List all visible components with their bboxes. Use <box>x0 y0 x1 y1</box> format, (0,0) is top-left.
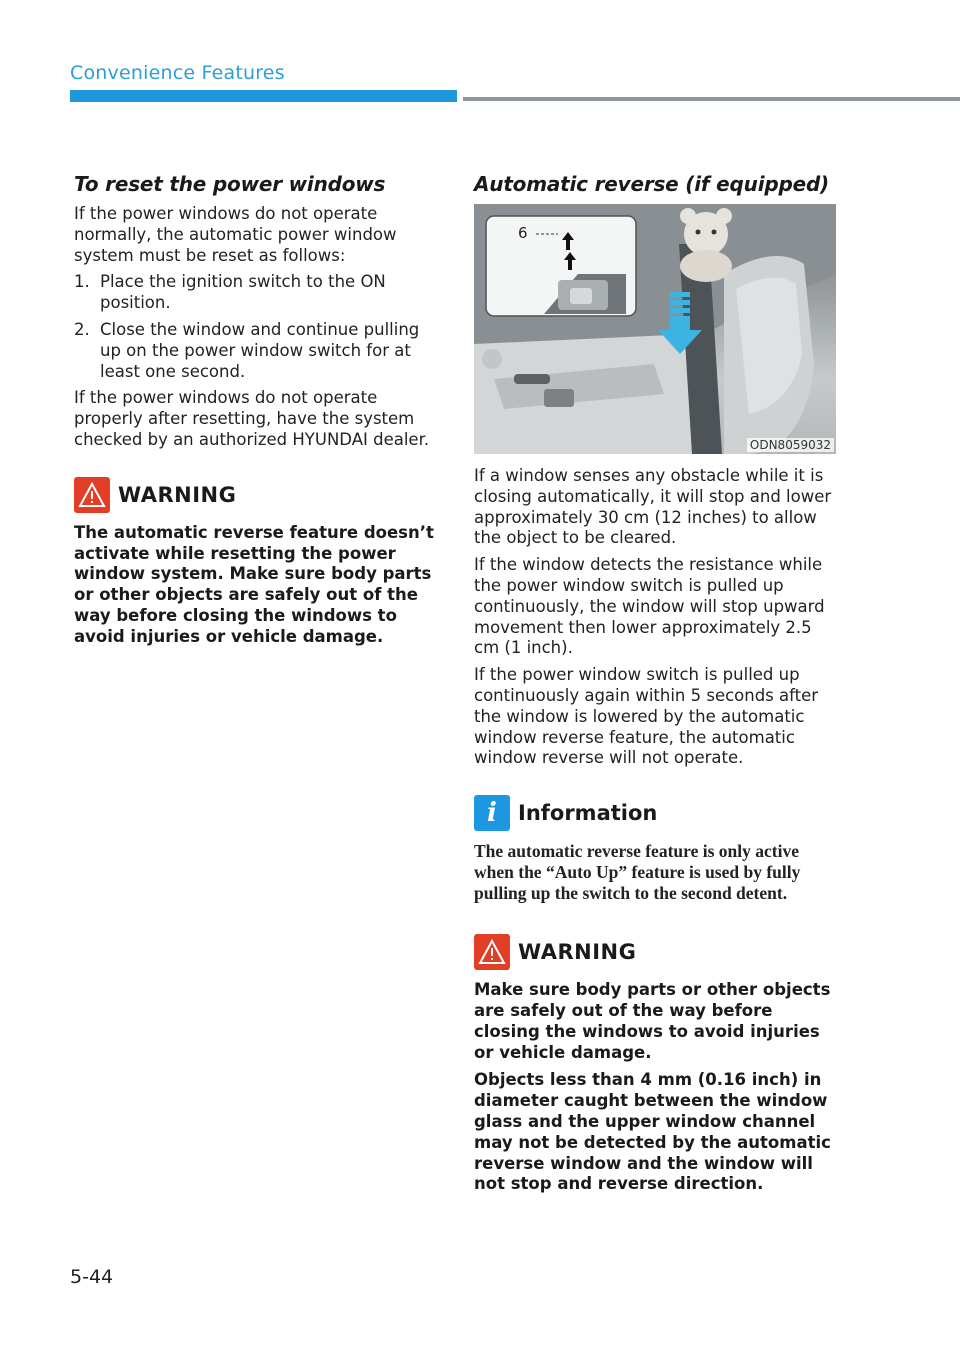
section-header: Convenience Features <box>70 62 285 84</box>
step-number: 2. <box>74 319 90 339</box>
information-text: The automatic reverse feature is only active when the “Auto Up” feature is used by fully pulling up the switch to the second detent. <box>474 841 801 904</box>
information-title: Information <box>518 801 658 826</box>
door-scene-graphic <box>474 204 836 454</box>
auto-reverse-heading: Automatic reverse (if equipped) <box>474 172 830 196</box>
figure-code: ODN8059032 <box>747 438 834 452</box>
auto-reverse-para-2: If the window detects the resistance while the power window switch is pulled up continuously, the window will stop upward movement then lower approximately 2.5 cm (1 inch). <box>474 555 825 658</box>
figure-callout-number: 6 <box>518 224 528 242</box>
step-text: Close the window and continue pulling up on the power window switch for at least one second. <box>100 319 420 381</box>
step-text: Place the ignition switch to the ON position. <box>100 272 386 313</box>
step-item <box>74 320 436 382</box>
information-icon: i <box>474 795 510 831</box>
right-column <box>474 172 836 1202</box>
information-header <box>474 795 836 831</box>
auto-reverse-para-3: If the power window switch is pulled up continuously again within 5 seconds after the window is lowered by the automatic window reverse feature, the automatic window reverse will not operate. <box>474 665 819 768</box>
warning-header <box>474 934 836 970</box>
warning-title: WARNING <box>118 482 237 507</box>
reset-heading: To reset the power windows <box>74 172 386 196</box>
door-window-illustration <box>474 204 836 454</box>
warning-text: Make sure body parts or other objects are safely out of the way before closing the windows to avoid injuries or vehicle damage. <box>474 980 831 1062</box>
header-rule <box>463 97 960 101</box>
step-number: 1. <box>74 272 90 292</box>
left-column <box>74 172 436 655</box>
warning-text: Objects less than 4 mm (0.16 inch) in diameter caught between the window glass and the upper window channel may not be detected by the automatic reverse window and the window will not stop and reverse direction. <box>474 1070 831 1194</box>
auto-reverse-para-1: If a window senses any obstacle while it is closing automatically, it will stop and lower approximately 30 cm (12 inches) to allow the object to be cleared. <box>474 466 832 548</box>
step-item <box>74 272 436 314</box>
page-number: 5-44 <box>70 1266 114 1288</box>
warning-header <box>74 477 436 513</box>
reset-steps <box>74 272 436 382</box>
reset-outro: If the power windows do not operate properly after resetting, have the system checked by an authorized HYUNDAI dealer. <box>74 388 430 449</box>
header-rule-accent <box>70 90 457 102</box>
warning-text: The automatic reverse feature doesn’t activate while resetting the power window system. Make sure body parts or other objects are safely out of the way before closing the windows to avoid injuries or vehicle damage. <box>74 522 434 646</box>
warning-title: WARNING <box>518 940 637 965</box>
reset-intro: If the power windows do not operate normally, the automatic power window system must be reset as follows: <box>74 204 397 265</box>
warning-icon <box>474 934 510 970</box>
warning-icon <box>74 477 110 513</box>
